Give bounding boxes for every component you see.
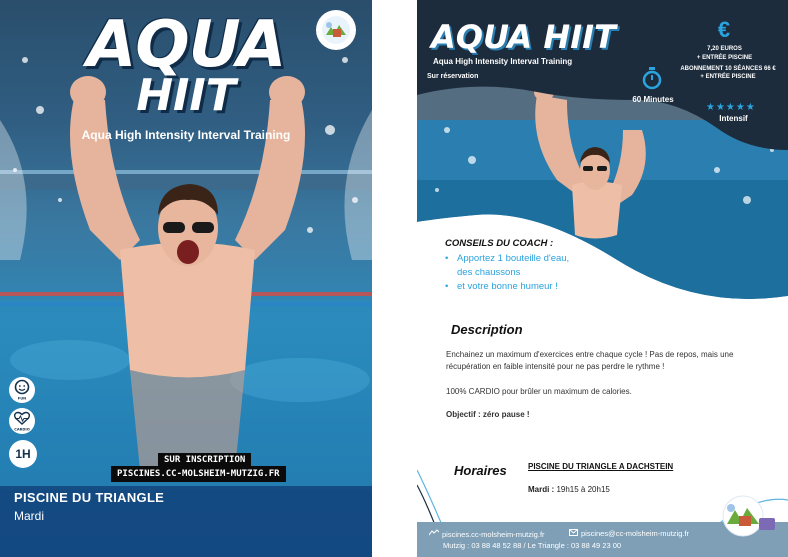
horaires-time: 19h15 à 20h15: [554, 485, 610, 494]
price-extra: + ENTRÉE PISCINE: [696, 55, 753, 61]
sheet-title: AQUA HIIT: [431, 18, 616, 56]
duration-badge: 1H: [9, 440, 37, 468]
duration-label: 60 Minutes: [632, 95, 674, 104]
website-label[interactable]: PISCINES.CC-MOLSHEIM-MUTZIG.FR: [111, 466, 286, 482]
horaires-heading: Horaires: [454, 463, 507, 478]
list-item: • Apportez 1 bouteille d'eau,: [445, 253, 570, 264]
description-heading: Description: [451, 322, 523, 337]
list-item: • et votre bonne humeur !: [445, 281, 558, 292]
euro-icon: €: [717, 17, 731, 42]
poster-subtitle: Aqua High Intensity Interval Training: [81, 128, 291, 142]
reservation-note: Sur réservation: [427, 73, 479, 80]
stopwatch-icon: [641, 66, 663, 90]
inscription-label: SUR INSCRIPTION: [158, 453, 251, 467]
horaires-time-line: [528, 485, 610, 494]
mail-icon: [569, 529, 578, 538]
info-sheet: [417, 0, 788, 557]
coach-tip-text: des chaussons: [457, 267, 521, 278]
description-paragraph: Enchainez un maximum d'exercices entre chaque cycle ! Pas de repos, mais une récupération en faible intensité pour ne pas perdre le rythme !: [446, 350, 734, 371]
footer-web-row[interactable]: [429, 529, 545, 539]
cardio-icon: [9, 408, 35, 434]
horaires-day: Mardi :: [528, 485, 555, 494]
abonnement-extra: + ENTRÉE PISCINE: [700, 74, 756, 80]
price-value: 7,20 EUROS: [707, 46, 742, 52]
description-cardio: 100% CARDIO pour brûler un maximum de calories.: [446, 387, 632, 396]
poster-title-hiit: HIIT: [136, 70, 236, 121]
cardio-icon-label: CARDIO: [14, 427, 30, 432]
poster-left: [0, 0, 372, 557]
pool-name: PISCINE DU TRIANGLE: [14, 490, 165, 505]
community-logo-icon: [715, 494, 777, 538]
footer-mail-row[interactable]: [569, 529, 689, 538]
intensity-label: Intensif: [719, 114, 748, 123]
coach-tip-text: et votre bonne humeur !: [457, 281, 558, 292]
abonnement-value: ABONNEMENT 10 SÉANCES 66 €: [680, 66, 776, 72]
list-item: [445, 266, 569, 280]
coach-tips: [445, 252, 569, 294]
fun-icon-label: FUN: [17, 396, 27, 401]
web-icon: [429, 529, 439, 539]
description-objective: Objectif : zéro pause !: [446, 410, 530, 419]
abonnement-block: [669, 65, 787, 81]
session-day: Mardi: [14, 509, 45, 523]
fun-icon: [9, 377, 35, 403]
footer-mail[interactable]: piscines@cc-molsheim-mutzig.fr: [581, 529, 690, 538]
footer-phones: Mutzig : 03 88 48 52 88 / Le Triangle : 03 88 49 23 00: [443, 541, 622, 550]
coach-heading: CONSEILS DU COACH :: [445, 238, 554, 249]
coach-tip-text: Apportez 1 bouteille d'eau,: [457, 253, 570, 264]
poster-title-aqua: AQUA: [86, 8, 286, 82]
price-block: [677, 45, 772, 63]
horaires-place: PISCINE DU TRIANGLE A DACHSTEIN: [528, 462, 674, 471]
footer-web[interactable]: piscines.cc-molsheim-mutzig.fr: [442, 530, 545, 539]
intensity-stars: ★★★★★: [706, 102, 756, 113]
sheet-subtitle: Aqua High Intensity Interval Training: [433, 57, 573, 66]
